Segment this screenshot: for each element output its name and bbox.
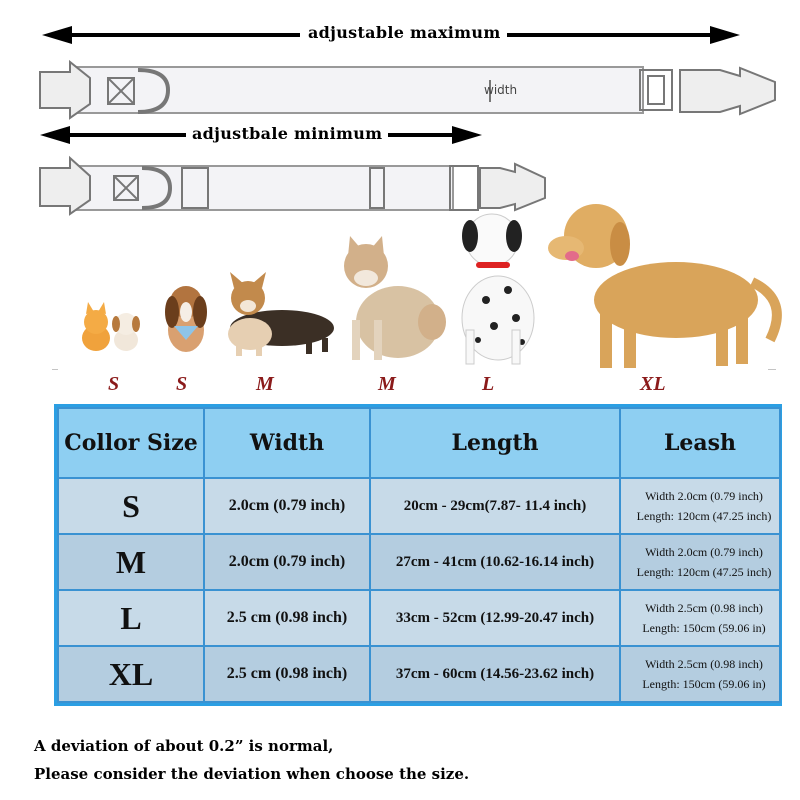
leash-cell	[620, 590, 780, 646]
header-collar-size: Collor Size	[58, 408, 204, 478]
table-row	[58, 534, 780, 590]
length-cell: 27cm - 41cm (10.62-16.14 inch)	[370, 534, 620, 590]
length-cell: 37cm - 60cm (14.56-23.62 inch)	[370, 646, 620, 702]
deviation-note-line2: Please consider the deviation when choose the size.	[34, 765, 470, 783]
leash-length: Length: 120cm (47.25 inch)	[636, 565, 772, 579]
leash-cell	[620, 478, 780, 534]
collar-diagram	[0, 0, 800, 370]
ruler-label: L	[482, 373, 495, 395]
table-row	[58, 478, 780, 534]
leash-length: Length: 150cm (59.06 in)	[642, 621, 766, 635]
table-row	[58, 590, 780, 646]
corgi-icon	[228, 272, 334, 356]
size-table-grid	[57, 407, 781, 703]
dalmatian-icon	[462, 214, 534, 364]
header-leash: Leash	[620, 408, 780, 478]
header-width: Width	[204, 408, 370, 478]
ruler-label: S	[176, 373, 188, 395]
collar-min	[40, 158, 545, 214]
golden-retriever-icon	[548, 204, 777, 368]
leash-width: Width 2.0cm (0.79 inch)	[645, 545, 763, 559]
header-length: Length	[370, 408, 620, 478]
width-cell: 2.5 cm (0.98 inch)	[204, 590, 370, 646]
table-header-row	[58, 408, 780, 478]
shiba-icon	[344, 236, 446, 360]
length-cell: 20cm - 29cm(7.87- 11.4 inch)	[370, 478, 620, 534]
size-cell: L	[58, 590, 204, 646]
size-ruler	[50, 368, 780, 370]
leash-width: Width 2.0cm (0.79 inch)	[645, 489, 763, 503]
length-cell: 33cm - 52cm (12.99-20.47 inch)	[370, 590, 620, 646]
table-row	[58, 646, 780, 702]
min-length-label: adjustbale minimum	[186, 124, 388, 143]
leash-length: Length: 120cm (47.25 inch)	[636, 509, 772, 523]
deviation-note-line1: A deviation of about 0.2” is normal,	[34, 737, 334, 755]
ruler-label: M	[256, 373, 274, 395]
cat-icon	[82, 302, 110, 351]
ruler-label: S	[108, 373, 120, 395]
size-cell: S	[58, 478, 204, 534]
width-label: width	[484, 83, 518, 97]
width-cell: 2.0cm (0.79 inch)	[204, 478, 370, 534]
collar-max	[40, 62, 775, 118]
puppy-icon	[112, 313, 140, 351]
basset-hound-icon	[165, 286, 207, 352]
leash-cell	[620, 534, 780, 590]
leash-width: Width 2.5cm (0.98 inch)	[645, 601, 763, 615]
leash-length: Length: 150cm (59.06 in)	[642, 677, 766, 691]
leash-width: Width 2.5cm (0.98 inch)	[645, 657, 763, 671]
ruler-label: XL	[640, 373, 666, 395]
leash-cell	[620, 646, 780, 702]
ruler-label: M	[378, 373, 396, 395]
width-cell: 2.0cm (0.79 inch)	[204, 534, 370, 590]
max-length-label: adjustable maximum	[302, 23, 507, 42]
size-table	[54, 404, 782, 706]
size-cell: XL	[58, 646, 204, 702]
width-cell: 2.5 cm (0.98 inch)	[204, 646, 370, 702]
size-cell: M	[58, 534, 204, 590]
